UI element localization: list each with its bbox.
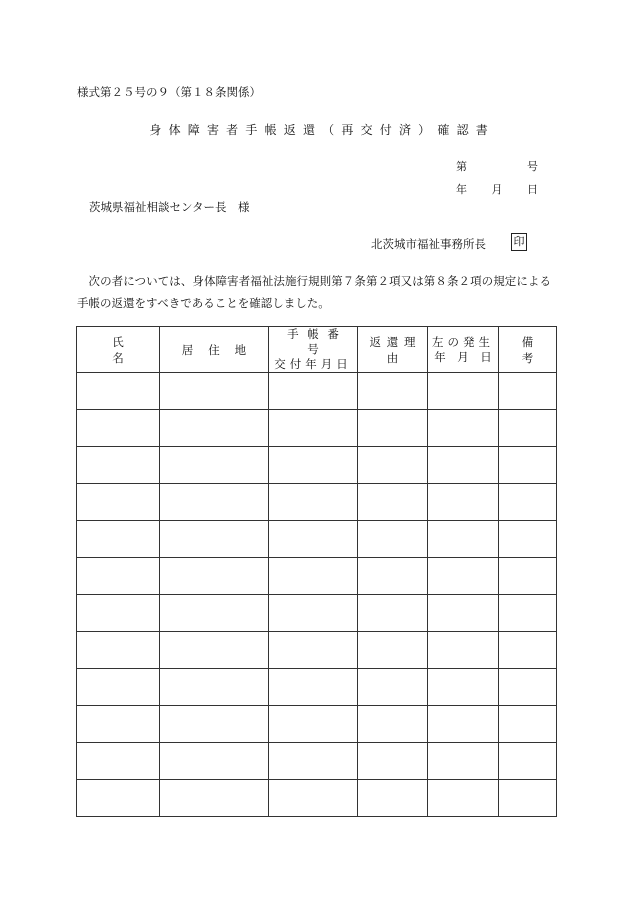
cell-techo-number	[269, 558, 358, 595]
cell-techo-number	[269, 521, 358, 558]
cell-occurrence-date	[428, 632, 499, 669]
document-number-line	[456, 158, 538, 174]
cell-address	[160, 447, 269, 484]
cell-occurrence-date	[428, 558, 499, 595]
cell-occurrence-date	[428, 447, 499, 484]
header-name: 氏名	[77, 327, 160, 373]
cell-techo-number	[269, 743, 358, 780]
number-suffix: 号	[527, 160, 538, 173]
cell-occurrence-date	[428, 706, 499, 743]
cell-techo-number	[269, 410, 358, 447]
cell-remarks	[499, 558, 557, 595]
cell-techo-number	[269, 595, 358, 632]
header-techo-line2: 交付年月日	[274, 357, 352, 371]
table-header-row	[77, 327, 557, 373]
header-remarks: 備考	[499, 327, 557, 373]
cell-remarks	[499, 595, 557, 632]
addressee: 茨城県福祉相談センター長 様	[89, 200, 250, 214]
cell-occurrence-date	[428, 484, 499, 521]
cell-remarks	[499, 521, 557, 558]
cell-address	[160, 669, 269, 706]
cell-occurrence-date	[428, 373, 499, 410]
table-row	[77, 632, 557, 669]
table-row	[77, 484, 557, 521]
cell-reason	[358, 632, 428, 669]
cell-address	[160, 410, 269, 447]
cell-name	[77, 484, 160, 521]
table-row	[77, 410, 557, 447]
cell-occurrence-date	[428, 410, 499, 447]
cell-address	[160, 558, 269, 595]
table-row	[77, 669, 557, 706]
date-year: 年	[456, 183, 467, 196]
number-prefix: 第	[456, 160, 467, 173]
cell-techo-number	[269, 780, 358, 817]
cell-remarks	[499, 743, 557, 780]
cell-name	[77, 595, 160, 632]
cell-remarks	[499, 373, 557, 410]
document-title: 身体障害者手帳返還（再交付済）確認書	[149, 123, 495, 137]
cell-name	[77, 743, 160, 780]
header-occurrence-date	[428, 327, 499, 373]
cell-name	[77, 706, 160, 743]
cell-occurrence-date	[428, 669, 499, 706]
cell-reason	[358, 706, 428, 743]
header-address: 居住地	[160, 327, 269, 373]
cell-reason	[358, 373, 428, 410]
confirmation-statement: 次の者については、身体障害者福祉法施行規則第７条第２項又は第８条２項の規定による手帳の返還をすべきであることを確認しました。	[77, 274, 551, 310]
cell-remarks	[499, 447, 557, 484]
cell-techo-number	[269, 447, 358, 484]
cell-address	[160, 484, 269, 521]
cell-name	[77, 521, 160, 558]
table-row	[77, 447, 557, 484]
table-row	[77, 595, 557, 632]
table-row	[77, 558, 557, 595]
cell-address	[160, 632, 269, 669]
cell-reason	[358, 447, 428, 484]
date-day: 日	[527, 183, 538, 196]
cell-reason	[358, 595, 428, 632]
return-record-table	[76, 326, 557, 817]
cell-remarks	[499, 484, 557, 521]
cell-name	[77, 669, 160, 706]
cell-name	[77, 447, 160, 484]
cell-name	[77, 632, 160, 669]
cell-address	[160, 743, 269, 780]
cell-techo-number	[269, 632, 358, 669]
cell-address	[160, 373, 269, 410]
cell-techo-number	[269, 484, 358, 521]
cell-address	[160, 780, 269, 817]
cell-remarks	[499, 632, 557, 669]
cell-techo-number	[269, 706, 358, 743]
cell-address	[160, 706, 269, 743]
cell-remarks	[499, 669, 557, 706]
cell-reason	[358, 669, 428, 706]
table-body	[77, 373, 557, 817]
cell-name	[77, 410, 160, 447]
document-date-line	[456, 181, 538, 197]
issuer-name: 北茨城市福祉事務所長	[371, 237, 486, 251]
cell-remarks	[499, 780, 557, 817]
table-row	[77, 780, 557, 817]
cell-remarks	[499, 706, 557, 743]
table-row	[77, 743, 557, 780]
cell-reason	[358, 780, 428, 817]
cell-occurrence-date	[428, 595, 499, 632]
header-reason: 返還理由	[358, 327, 428, 373]
header-techo-line1: 手帳番号	[287, 327, 348, 356]
header-techo-number	[269, 327, 358, 373]
cell-name	[77, 373, 160, 410]
cell-reason	[358, 558, 428, 595]
cell-techo-number	[269, 373, 358, 410]
header-occurrence-line2: 年 月 日	[434, 349, 492, 364]
table-row	[77, 521, 557, 558]
cell-reason	[358, 521, 428, 558]
cell-remarks	[499, 410, 557, 447]
form-number: 様式第２５号の９（第１８条関係）	[77, 85, 261, 99]
date-month: 月	[491, 183, 503, 196]
cell-techo-number	[269, 669, 358, 706]
seal-box: 印	[511, 233, 527, 251]
cell-address	[160, 521, 269, 558]
cell-occurrence-date	[428, 743, 499, 780]
cell-name	[77, 780, 160, 817]
cell-name	[77, 558, 160, 595]
cell-reason	[358, 743, 428, 780]
cell-reason	[358, 410, 428, 447]
table-row	[77, 373, 557, 410]
cell-address	[160, 595, 269, 632]
table-row	[77, 706, 557, 743]
cell-occurrence-date	[428, 521, 499, 558]
header-occurrence-line1: 左の発生	[431, 334, 495, 349]
cell-reason	[358, 484, 428, 521]
cell-occurrence-date	[428, 780, 499, 817]
